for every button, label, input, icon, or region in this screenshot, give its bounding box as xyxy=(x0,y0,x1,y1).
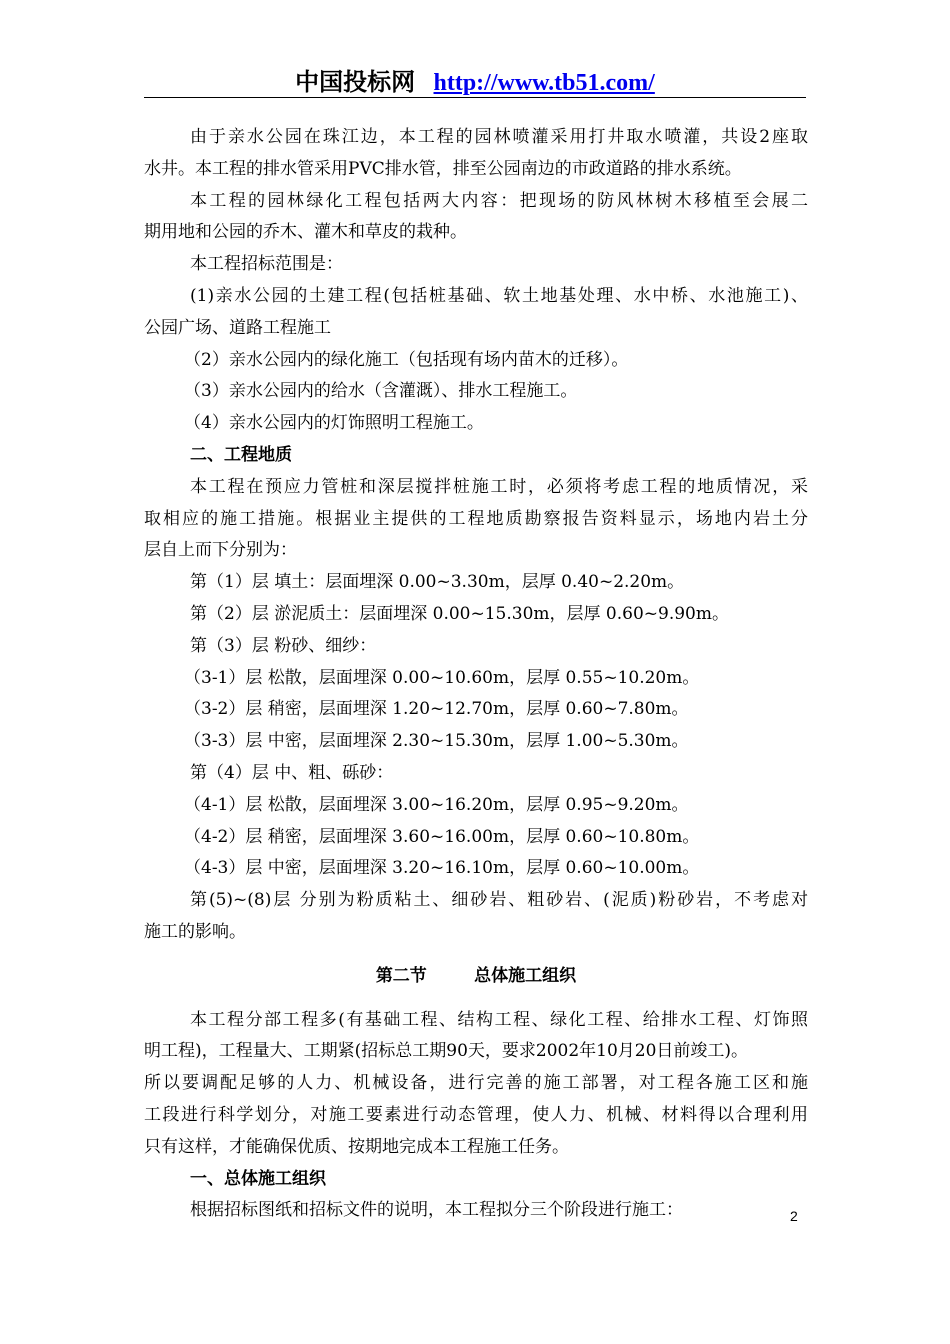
section-heading: 一、总体施工组织 xyxy=(190,1168,326,1189)
layer-line: （3-1）层 松散，层面埋深 0.00~10.60m，层厚 0.55~10.20m。 xyxy=(184,667,700,688)
list-item: （4）亲水公园内的灯饰照明工程施工。 xyxy=(184,413,484,434)
layer-line: 第（3）层 粉砂、细纱： xyxy=(190,635,377,656)
page-number: 2 xyxy=(790,1208,798,1224)
paragraph-line: 根据招标图纸和招标文件的说明，本工程拟分三个阶段进行施工： xyxy=(190,1200,683,1221)
site-url-link[interactable]: http://www.tb51.com/ xyxy=(433,70,655,96)
paragraph-line: 只有这样，才能确保优质、按期地完成本工程施工任务。 xyxy=(144,1136,569,1157)
paragraph-line: 所以要调配足够的人力、机械设备，进行完善的施工部署，对工程各施工区和施 xyxy=(144,1073,808,1094)
paragraph-line: 水井。本工程的排水管采用PVC排水管，排至公园南边的市政道路的排水系统。 xyxy=(144,158,742,179)
paragraph-line: 由于亲水公园在珠江边，本工程的园林喷灌采用打井取水喷灌，共设2座取 xyxy=(190,127,808,147)
paragraph-line: 期用地和公园的乔木、灌木和草皮的栽种。 xyxy=(144,222,467,243)
layer-line: （4-3）层 中密，层面埋深 3.20~16.10m，层厚 0.60~10.00m。 xyxy=(184,858,700,879)
page-header xyxy=(144,62,806,96)
paragraph-line: 第(5)~(8)层 分别为粉质粘土、细砂岩、粗砂岩、(泥质)粉砂岩，不考虑对 xyxy=(190,890,808,911)
header-rule xyxy=(144,97,806,98)
section-heading: 二、工程地质 xyxy=(190,444,292,465)
list-item: （3）亲水公园内的给水（含灌溉）、排水工程施工。 xyxy=(184,381,578,402)
paragraph-line: 层自上而下分别为： xyxy=(144,540,297,561)
paragraph-line: 公园广场、道路工程施工 xyxy=(144,317,331,338)
layer-line: （3-2）层 稍密，层面埋深 1.20~12.70m，层厚 0.60~7.80m。 xyxy=(184,699,689,720)
list-item: （2）亲水公园内的绿化施工（包括现有场内苗木的迁移）。 xyxy=(184,349,629,370)
layer-line: 第（2）层 淤泥质土：层面埋深 0.00~15.30m，层厚 0.60~9.90m。 xyxy=(190,603,729,624)
layer-line: （4-1）层 松散，层面埋深 3.00~16.20m，层厚 0.95~9.20m。 xyxy=(184,794,689,815)
paragraph-line: 施工的影响。 xyxy=(144,921,246,942)
paragraph-line: 本工程招标范围是： xyxy=(190,254,343,275)
paragraph-line: 明工程)，工程量大、工期紧(招标总工期90天，要求2002年10月20日前竣工)。 xyxy=(144,1041,749,1062)
paragraph-line: 本工程分部工程多(有基础工程、结构工程、绿化工程、给排水工程、灯饰照 xyxy=(190,1009,808,1030)
paragraph-line: 取相应的施工措施。根据业主提供的工程地质勘察报告资料显示，场地内岩土分 xyxy=(144,508,808,529)
paragraph-line: 本工程在预应力管桩和深层搅拌桩施工时，必须将考虑工程的地质情况，采 xyxy=(190,476,808,497)
paragraph-line: 工段进行科学划分，对施工要素进行动态管理，使人力、机械、材料得以合理利用 xyxy=(144,1104,808,1125)
layer-line: 第（4）层 中、粗、砾砂： xyxy=(190,762,394,783)
paragraph-line: 本工程的园林绿化工程包括两大内容：把现场的防风林树木移植至会展二 xyxy=(190,190,808,211)
paragraph-line: (1)亲水公园的土建工程(包括桩基础、软土地基处理、水中桥、水池施工)、 xyxy=(190,285,808,306)
document-body xyxy=(144,122,808,1227)
chapter-heading: 第二节 总体施工组织 xyxy=(375,965,577,986)
site-name: 中国投标网 xyxy=(295,68,416,96)
layer-line: （3-3）层 中密，层面埋深 2.30~15.30m，层厚 1.00~5.30m。 xyxy=(184,731,689,752)
layer-line: 第（1）层 填土：层面埋深 0.00~3.30m，层厚 0.40~2.20m。 xyxy=(190,572,685,593)
layer-line: （4-2）层 稍密，层面埋深 3.60~16.00m，层厚 0.60~10.80m。 xyxy=(184,826,700,847)
